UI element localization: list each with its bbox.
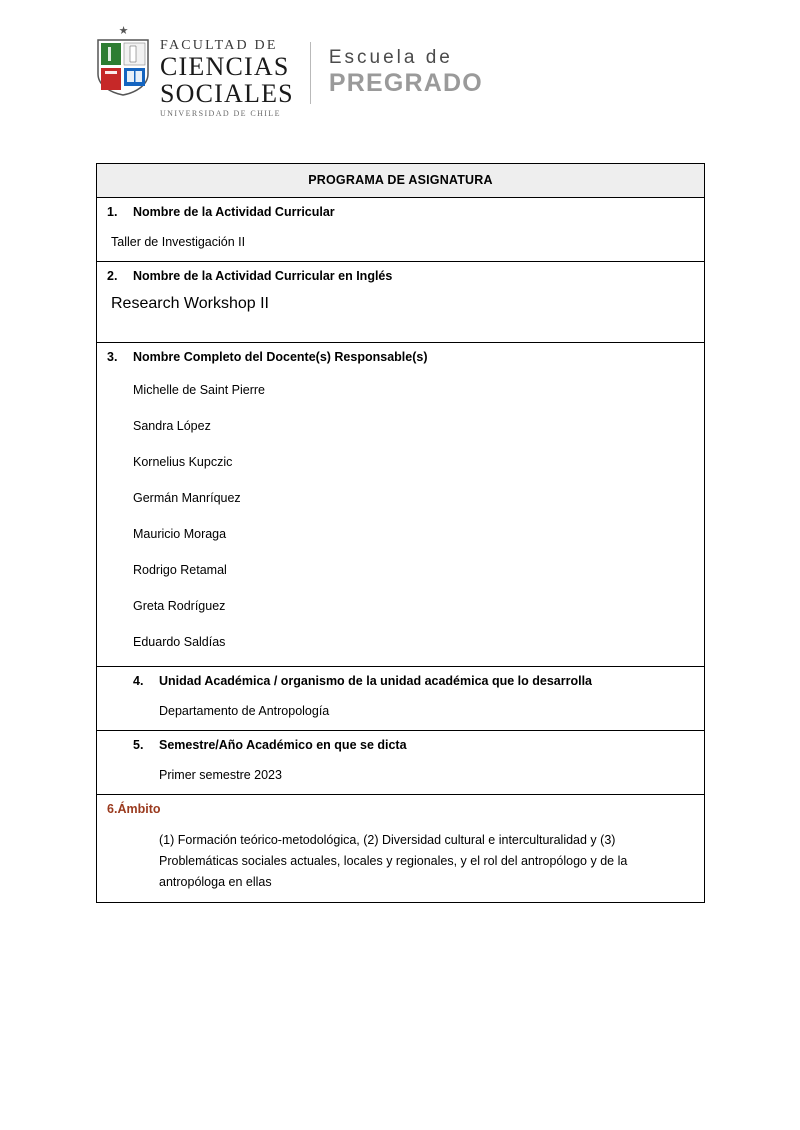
section-6-value: (1) Formación teórico-metodológica, (2) Diversidad cultural e interculturalidad y (3) Problemáticas sociales actuales, locales y regionales, y el rol del antropólogo y de la antropóloga en ellas xyxy=(159,833,628,889)
section-5-cell xyxy=(97,731,705,795)
school-line-2: PREGRADO xyxy=(328,69,483,97)
section-4-value: Departamento de Antropología xyxy=(159,704,330,718)
spacer xyxy=(107,364,694,382)
section-1-value: Taller de Investigación II xyxy=(111,235,246,249)
table-title-cell xyxy=(97,164,705,198)
section-4-number: 4. xyxy=(133,674,144,688)
section-1-heading xyxy=(107,205,694,219)
teacher-list xyxy=(107,382,694,651)
section-3-number: 3. xyxy=(107,350,118,364)
section-1-number: 1. xyxy=(107,205,118,219)
section-6-cell xyxy=(97,795,705,903)
school-name-block xyxy=(329,24,483,97)
faculty-line-4: UNIVERSIDAD DE CHILE xyxy=(160,109,281,118)
section-1-cell xyxy=(97,198,705,262)
section-3-heading-text: Nombre Completo del Docente(s) Responsable(s) xyxy=(133,350,428,364)
list-item: Kornelius Kupczic xyxy=(133,455,233,469)
spacer xyxy=(107,688,694,702)
section-3-heading xyxy=(107,350,694,364)
section-4-cell xyxy=(97,667,705,731)
section-3-cell xyxy=(97,343,705,667)
section-6-heading-text: Ámbito xyxy=(117,802,161,816)
spacer xyxy=(107,283,694,293)
section-2-heading xyxy=(107,269,694,283)
crest-shield-icon xyxy=(96,38,150,96)
section-6-heading xyxy=(107,802,694,816)
programa-table xyxy=(96,163,705,903)
table-row xyxy=(97,795,705,903)
section-2-heading-text: Nombre de la Actividad Curricular en Inglés xyxy=(133,269,393,283)
table-row xyxy=(97,343,705,667)
spacer xyxy=(107,219,694,233)
section-2-number: 2. xyxy=(107,269,118,283)
table-row xyxy=(97,667,705,731)
section-2-cell xyxy=(97,262,705,343)
spacer xyxy=(107,315,694,333)
crest-star-icon: ★ xyxy=(118,25,128,37)
list-item: Greta Rodríguez xyxy=(133,599,226,613)
faculty-line-3: SOCIALES xyxy=(160,79,294,108)
section-1-heading-text: Nombre de la Actividad Curricular xyxy=(133,205,335,219)
section-5-value: Primer semestre 2023 xyxy=(159,768,282,782)
document-header xyxy=(96,24,483,120)
faculty-name-block xyxy=(160,24,294,120)
list-item: Eduardo Saldías xyxy=(133,635,226,649)
section-5-number: 5. xyxy=(133,738,144,752)
section-6-number: 6. xyxy=(107,802,118,816)
faculty-line-1: FACULTAD DE xyxy=(160,38,278,53)
section-4-heading-text: Unidad Académica / organismo de la unidad académica que lo desarrolla xyxy=(159,674,593,688)
section-2-value: Research Workshop II xyxy=(111,295,269,312)
list-item: Germán Manríquez xyxy=(133,491,241,505)
table-row xyxy=(97,198,705,262)
section-5-heading-text: Semestre/Año Académico en que se dicta xyxy=(159,738,407,752)
list-item: Rodrigo Retamal xyxy=(133,563,227,577)
section-4-heading xyxy=(107,674,694,688)
university-crest-icon xyxy=(96,24,150,102)
list-item: Mauricio Moraga xyxy=(133,527,227,541)
header-divider xyxy=(310,42,311,104)
table-row xyxy=(97,262,705,343)
list-item: Sandra López xyxy=(133,419,211,433)
table-row xyxy=(97,731,705,795)
list-item: Michelle de Saint Pierre xyxy=(133,383,266,397)
table-title-text: PROGRAMA DE ASIGNATURA xyxy=(308,173,493,187)
spacer xyxy=(107,752,694,766)
school-line-1: Escuela de xyxy=(328,47,453,68)
faculty-line-2: CIENCIAS xyxy=(160,52,290,81)
table-title-row xyxy=(97,164,705,198)
section-5-heading xyxy=(107,738,694,752)
